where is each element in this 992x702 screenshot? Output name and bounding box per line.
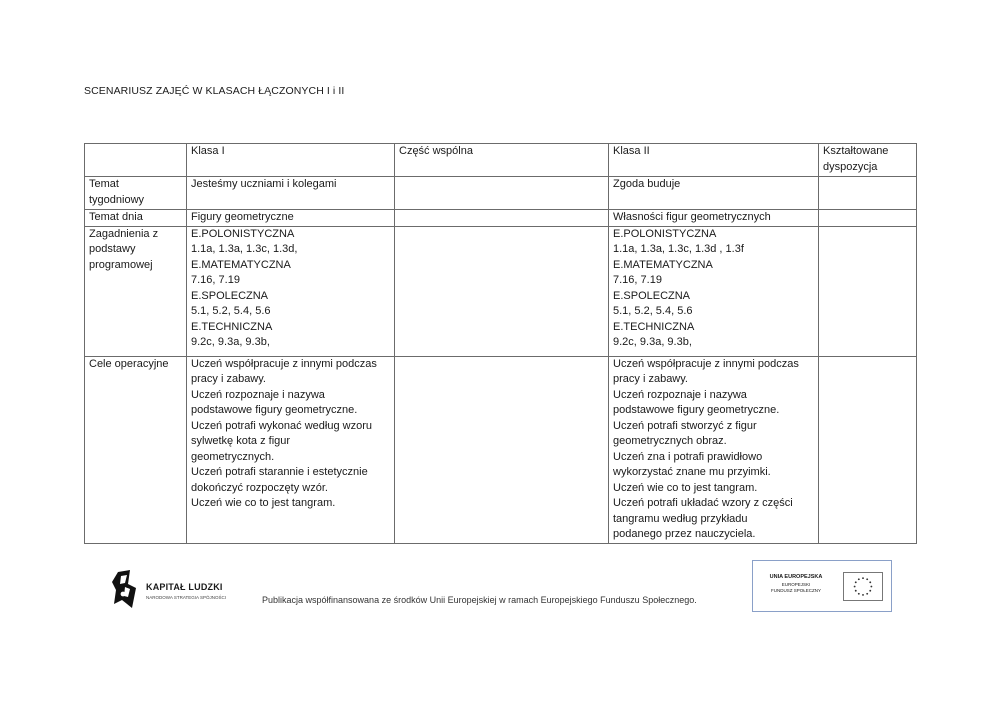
klasa-2-cell (609, 177, 819, 210)
kapital-ludzki-mark-icon (112, 570, 138, 608)
eu-logo-lines (753, 582, 839, 594)
cell-text-line: E.MATEMATYCZNA (613, 258, 713, 271)
header-cell-dyspozycje: Kształtowane dyspozycja (819, 144, 917, 177)
eu-flag-star (869, 590, 871, 592)
cell-text-line: Uczeń potrafi wykonać według wzoru (191, 419, 372, 432)
eu-flag-icon (843, 572, 883, 601)
cell-text-line: podanego przez nauczyciela. (613, 528, 756, 540)
header-cell-czesc-wspolna: Część wspólna (395, 144, 609, 177)
kapital-ludzki-subtitle: NARODOWA STRATEGIA SPÓJNOŚCI (146, 595, 227, 600)
cell-text-line: Uczeń rozpoznaje i nazywa (191, 388, 325, 401)
cell-text-line: Zagadnienia z (89, 227, 159, 240)
footer (0, 560, 992, 620)
cell-text-line: Zgoda buduje (613, 178, 681, 190)
eu-flag-star (858, 578, 860, 580)
cell-text-line: pracy i zabawy. (613, 373, 688, 385)
eu-logo-line2: EUROPEJSKI (781, 582, 811, 587)
klasa-1-cell (187, 226, 395, 356)
eu-flag-star (858, 593, 860, 595)
klasa-2-cell (609, 210, 819, 227)
cell-text-line: sylwetkę kota z figur (191, 435, 291, 447)
dyspozycje-cell (819, 210, 917, 227)
klasa-1-cell (187, 210, 395, 227)
czesc-wspolna-cell (395, 210, 609, 227)
kapital-ludzki-logo (112, 570, 252, 610)
cell-text-line: E.POLONISTYCZNA (613, 227, 717, 240)
header-cell-klasa-2: Klasa II (609, 144, 819, 177)
eu-flag-star (870, 586, 872, 588)
cell-text-line: Uczeń wie co to jest tangram. (613, 481, 758, 494)
cell-text-line: podstawowe figury geometryczne. (613, 404, 780, 416)
table-row (85, 356, 917, 543)
czesc-wspolna-cell (395, 226, 609, 356)
table-row (85, 210, 917, 227)
eu-logo-line1: UNIA EUROPEJSKA (769, 574, 823, 580)
kapital-ludzki-name: KAPITAŁ LUDZKI (146, 582, 223, 592)
cell-text-line: E.SPOLECZNA (613, 289, 691, 302)
lesson-plan-table (84, 143, 917, 544)
cell-text-line: podstawy (89, 243, 136, 255)
cell-text-line: dokończyć rozpoczęty wzór. (191, 481, 328, 494)
eu-flag-star (855, 581, 857, 583)
klasa-2-cell (609, 226, 819, 356)
cell-text-line: Własności figur geometrycznych (613, 211, 771, 223)
eu-flag-star (866, 578, 868, 580)
eu-flag-star (854, 586, 856, 588)
eu-flag-star (862, 577, 864, 579)
cell-text-line: tygodniowy (89, 193, 145, 206)
dyspozycje-cell (819, 177, 917, 210)
cell-text-line: Figury geometryczne (191, 211, 294, 223)
cell-text-line: E.MATEMATYCZNA (191, 258, 291, 271)
cell-text-line: wykorzystać znane mu przyimki. (613, 466, 771, 478)
klasa-1-cell (187, 177, 395, 210)
czesc-wspolna-cell (395, 177, 609, 210)
cell-text-line: E.TECHNICZNA (613, 320, 695, 333)
eu-flag-star (866, 593, 868, 595)
cell-text-line: 9.2c, 9.3a, 9.3b, (613, 336, 692, 348)
cell-text-line: Uczeń rozpoznaje i nazywa (613, 388, 747, 401)
cell-text-line: 9.2c, 9.3a, 9.3b, (191, 336, 270, 348)
cell-text-line: E.SPOLECZNA (191, 289, 269, 302)
cell-text-line: 1.1a, 1.3a, 1.3c, 1.3d , 1.3f (613, 243, 744, 255)
cell-text-line: tangramu według przykładu (613, 512, 748, 525)
cell-text-line: programowej (89, 258, 153, 271)
cell-text-line: E.TECHNICZNA (191, 320, 273, 333)
cell-text-line: 5.1, 5.2, 5.4, 5.6 (191, 305, 271, 317)
klasa-1-cell (187, 356, 395, 543)
klasa-2-cell (609, 356, 819, 543)
eu-flag-star (855, 590, 857, 592)
eu-logo (752, 560, 892, 612)
cell-text-line: Uczeń zna i potrafi prawidłowo (613, 450, 763, 463)
cell-text-line: geometrycznych obraz. (613, 435, 727, 447)
cell-text-line: 5.1, 5.2, 5.4, 5.6 (613, 305, 693, 317)
cell-text-line: Uczeń współpracuje z innymi podczas (613, 357, 799, 370)
header-cell-klasa-1: Klasa I (187, 144, 395, 177)
table-row (85, 226, 917, 356)
dyspozycje-cell (819, 356, 917, 543)
header-cell-empty (85, 144, 187, 177)
cell-text-line: 7.16, 7.19 (613, 274, 662, 286)
cell-text-line: Uczeń potrafi układać wzory z części (613, 497, 793, 509)
cell-text-line: Temat (89, 178, 119, 190)
cell-text-line: pracy i zabawy. (191, 373, 266, 385)
row-label (85, 226, 187, 356)
eu-flag-star (862, 594, 864, 596)
table-row (85, 177, 917, 210)
cell-text-line: geometrycznych. (191, 450, 275, 463)
cell-text-line: Uczeń potrafi stworzyć z figur (613, 419, 757, 432)
cell-text-line: Jesteśmy uczniami i kolegami (191, 178, 337, 190)
table-header-row (85, 144, 917, 177)
eu-logo-line3: FUNDUSZ SPOŁECZNY (770, 588, 821, 593)
cell-text-line: Temat dnia (89, 211, 143, 223)
cell-text-line: Uczeń współpracuje z innymi podczas (191, 357, 377, 370)
document-title: SCENARIUSZ ZAJĘĆ W KLASACH ŁĄCZONYCH I i II (84, 85, 345, 97)
row-label (85, 210, 187, 227)
cell-text-line: 7.16, 7.19 (191, 274, 240, 286)
funding-credit: Publikacja współfinansowana ze środków Unii Europejskiej w ramach Europejskiego Funduszu Społecznego. (262, 595, 697, 605)
czesc-wspolna-cell (395, 356, 609, 543)
eu-flag-star (869, 581, 871, 583)
dyspozycje-cell (819, 226, 917, 356)
cell-text-line: 1.1a, 1.3a, 1.3c, 1.3d, (191, 243, 298, 255)
cell-text-line: podstawowe figury geometryczne. (191, 404, 358, 416)
row-label (85, 356, 187, 543)
cell-text-line: Uczeń potrafi starannie i estetycznie (191, 466, 368, 478)
cell-text-line: E.POLONISTYCZNA (191, 227, 295, 240)
row-label (85, 177, 187, 210)
cell-text-line: Cele operacyjne (89, 357, 169, 370)
cell-text-line: Uczeń wie co to jest tangram. (191, 497, 336, 509)
